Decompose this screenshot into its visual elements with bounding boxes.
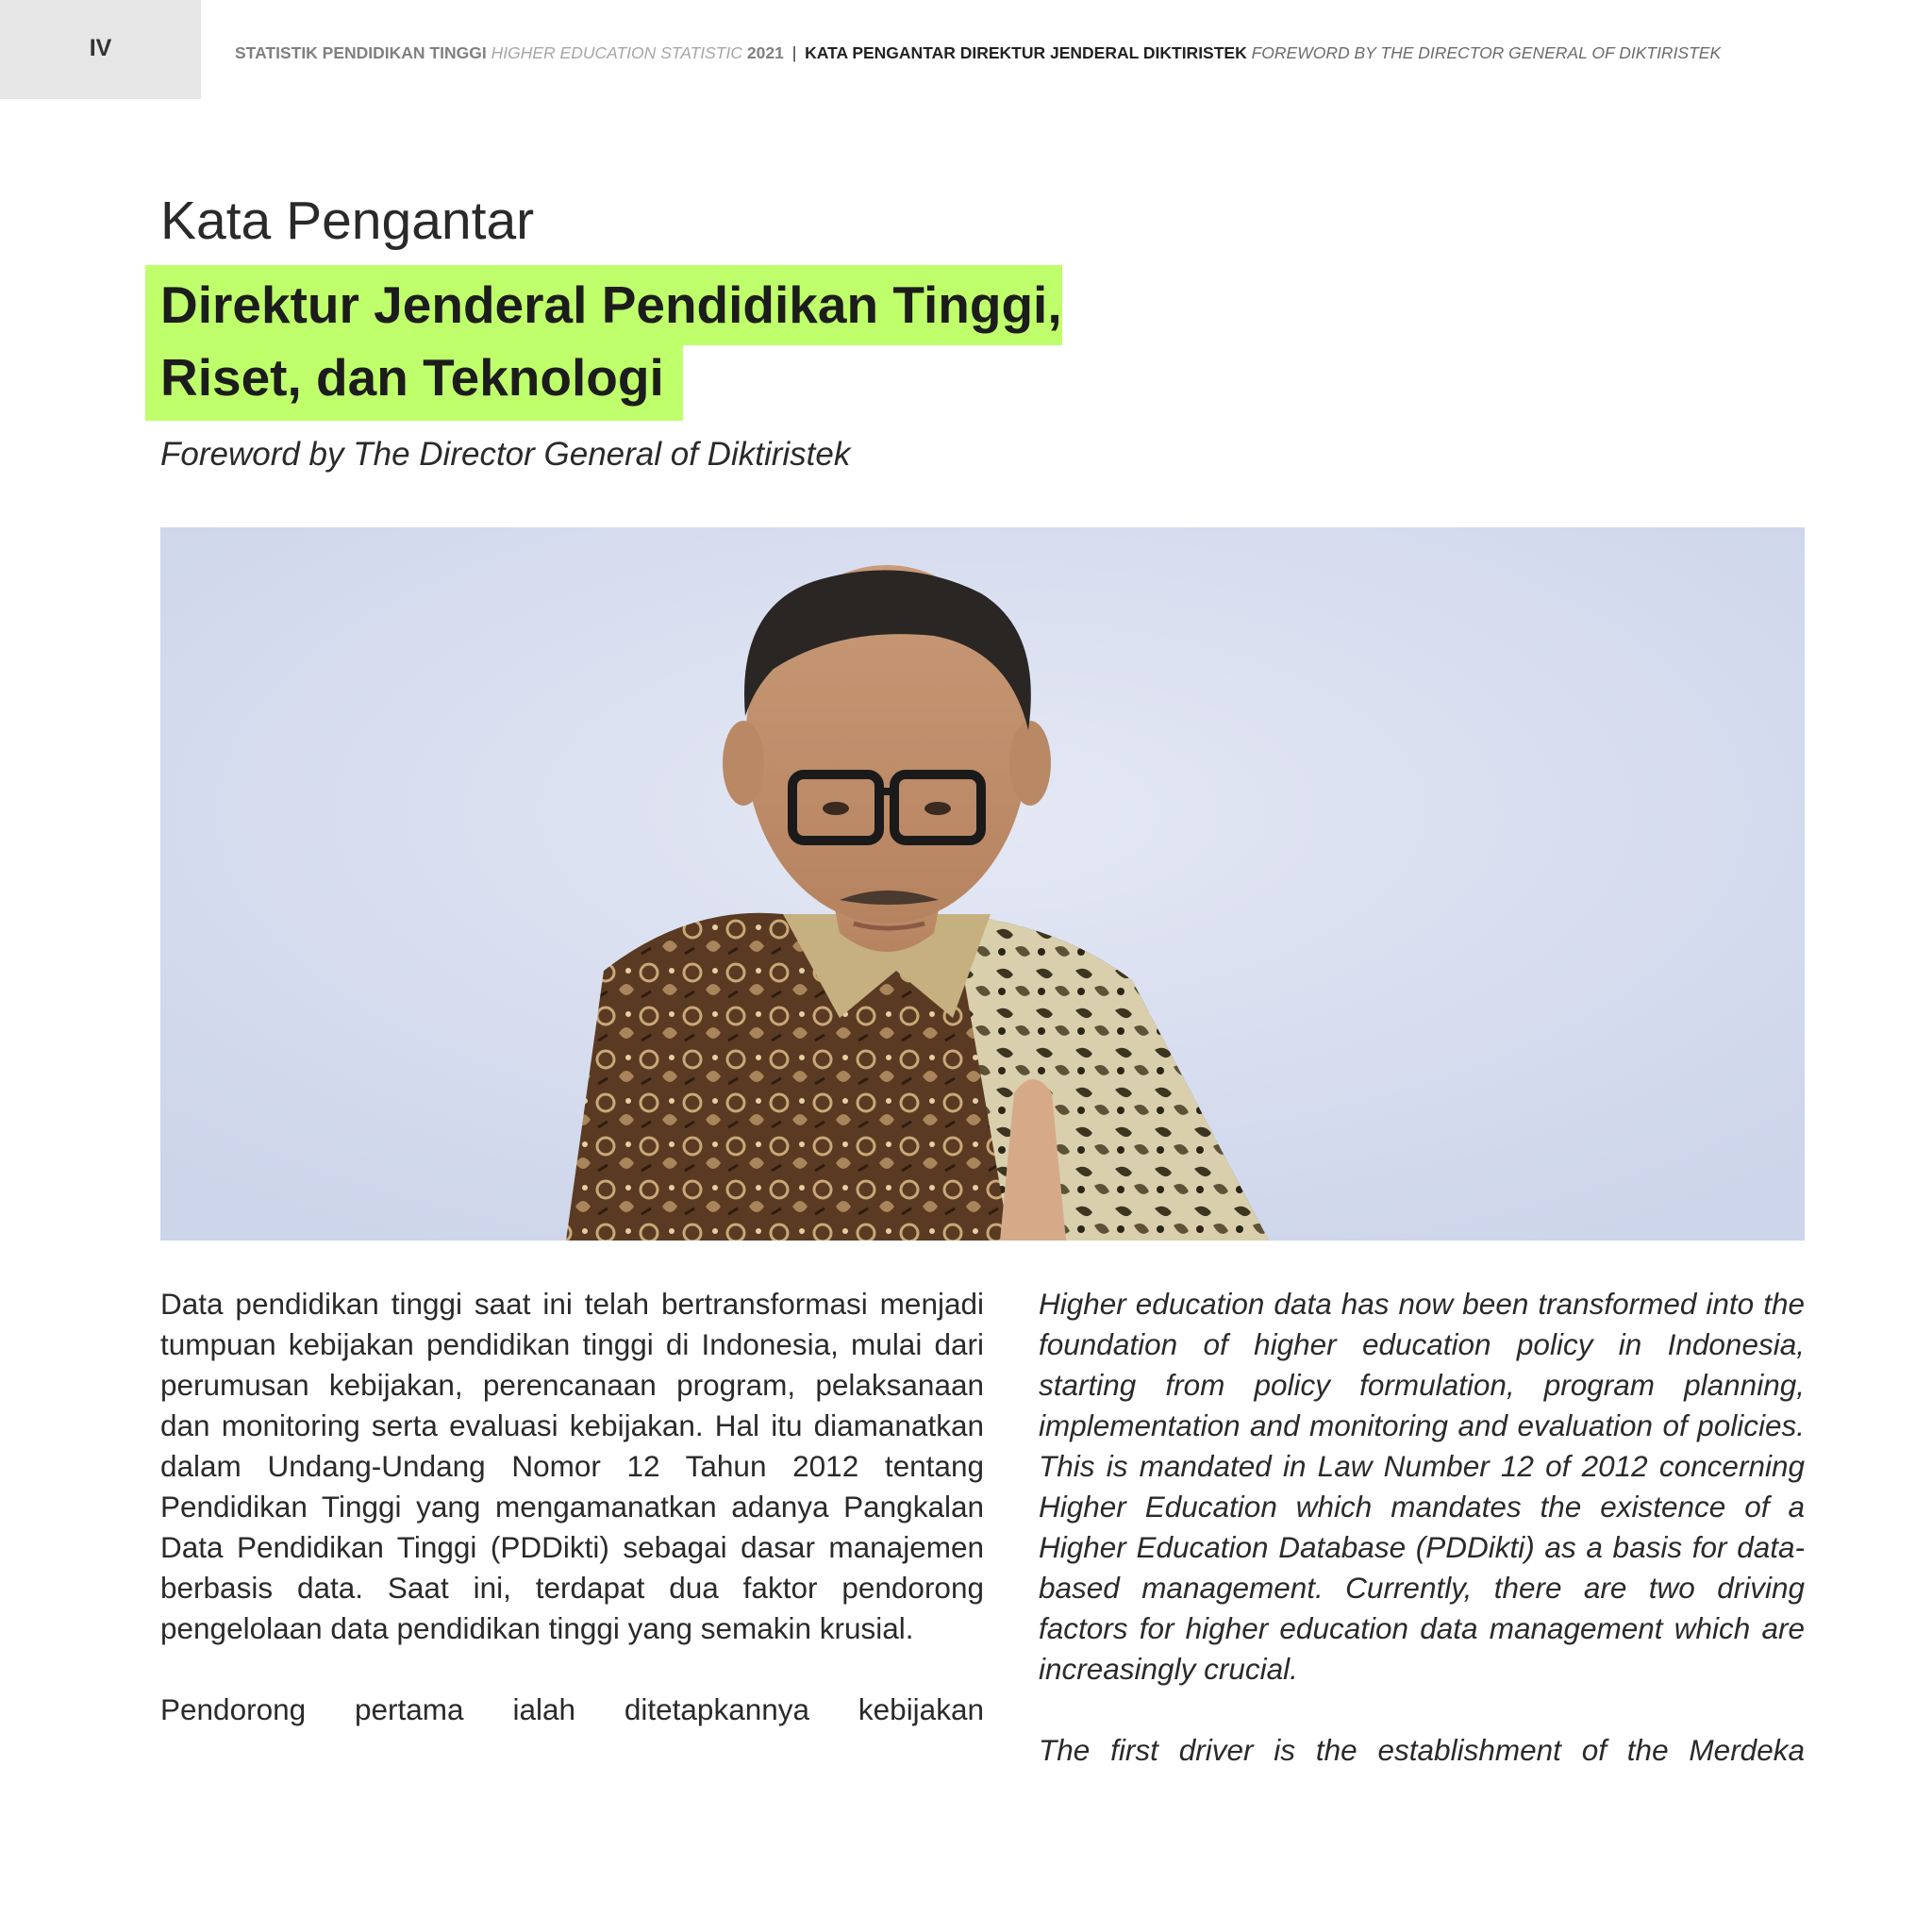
body-column-indonesian — [160, 1284, 984, 1771]
running-header-year: 2021 — [746, 43, 784, 62]
page-number: IV — [89, 35, 112, 61]
running-header-separator: | — [791, 43, 797, 62]
body-paragraph-id-2: Pendorong pertama ialah ditetapkannya kebijakan — [160, 1692, 984, 1726]
running-header-section-id: KATA PENGANTAR DIREKTUR JENDERAL DIKTIRISTEK — [805, 43, 1247, 62]
page-subtitle: Foreword by The Director General of Diktiristek — [160, 436, 851, 473]
running-header — [235, 42, 1791, 63]
director-portrait-photo — [160, 527, 1805, 1241]
body-paragraph-en-2: The first driver is the establishment of the Merdeka — [1039, 1733, 1805, 1767]
page-title-line2: Riset, dan Teknologi — [160, 348, 664, 407]
body-column-english — [1039, 1284, 1805, 1811]
running-header-section-en: FOREWORD BY THE DIRECTOR GENERAL OF DIKTIRISTEK — [1251, 43, 1722, 62]
body-paragraph-id-1: Data pendidikan tinggi saat ini telah bertransformasi menjadi tumpuan kebijakan pendidikan tinggi di Indonesia, mulai dari perumusan kebijakan, perencanaan program, pelaksanaan dan monitoring serta evaluasi kebijakan. Hal itu diamanatkan dalam Undang-Undang Nomor 12 Tahun 2012 tentang Pendidikan Tinggi yang mengamanatkan adanya Pangkalan Data Pendidikan Tinggi (PDDikti) sebagai dasar manajemen berbasis data. Saat ini, terdapat dua faktor pendorong pengelolaan data pendidikan tinggi yang semakin krusial. — [160, 1287, 984, 1645]
page-title-line1: Direktur Jenderal Pendidikan Tinggi, — [160, 275, 1062, 334]
body-paragraph-en-1: Higher education data has now been transformed into the foundation of higher education policy in Indonesia, starting from policy formulation, program planning, implementation and monitoring and evaluation of policies. This is mandated in Law Number 12 of 2012 concerning Higher Education which mandates the existence of a Higher Education Database (PDDikti) as a basis for data-based management. Currently, there are two driving factors for higher education data management which are increasingly crucial. — [1039, 1287, 1805, 1686]
running-header-title-en: HIGHER EDUCATION STATISTIC — [491, 43, 742, 62]
heading-kicker: Kata Pengantar — [160, 191, 535, 251]
page-number-tab — [0, 0, 201, 99]
running-header-title-id: STATISTIK PENDIDIKAN TINGGI — [235, 43, 487, 62]
